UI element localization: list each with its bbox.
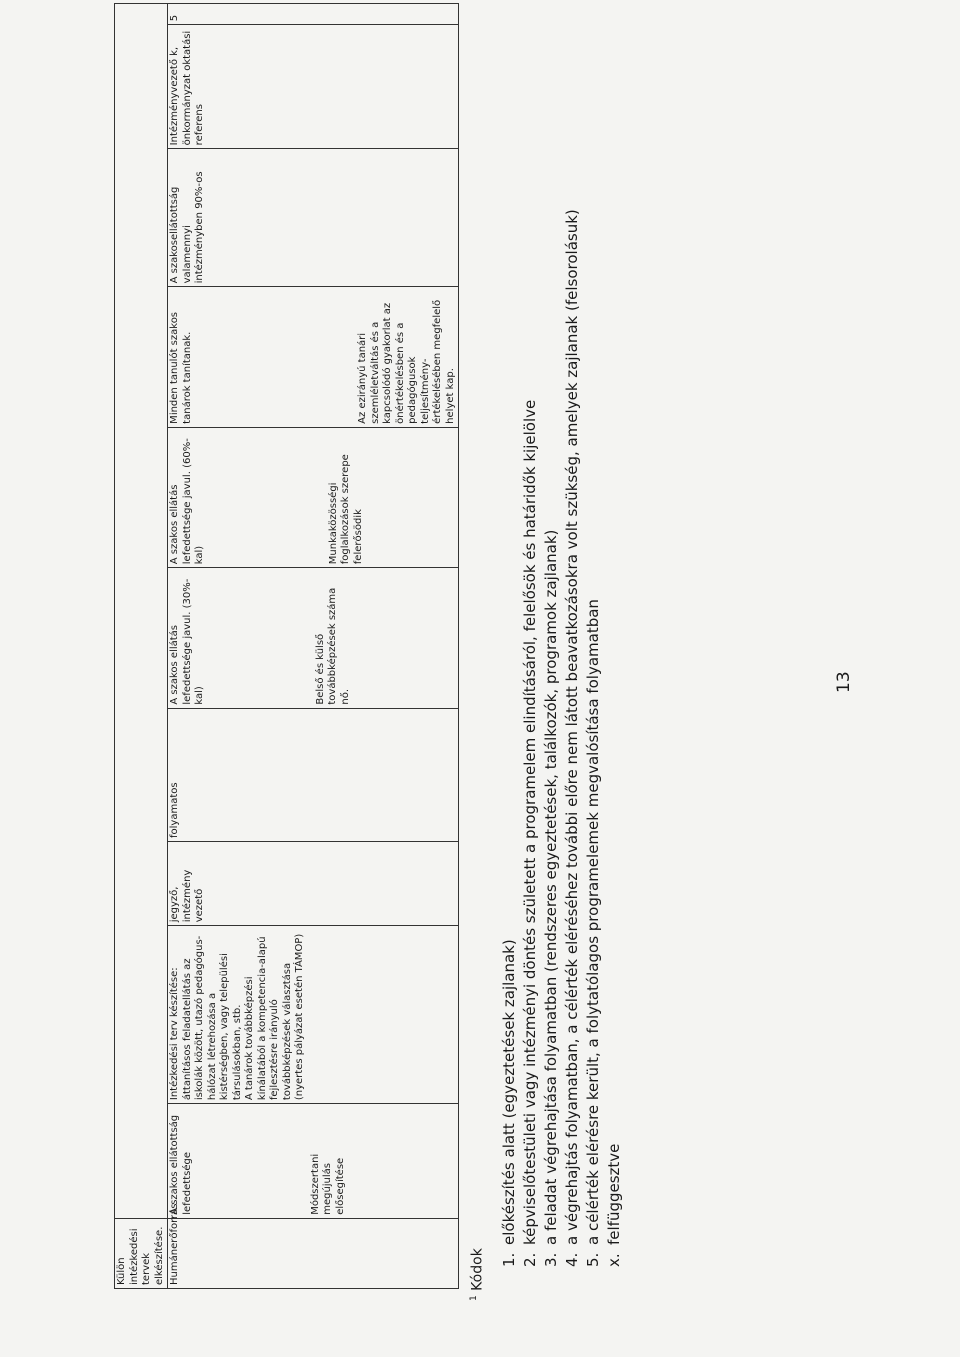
code-text: a célérték elérésre került, a folytatólagos programelemek megvalósítása folyamatban	[583, 599, 602, 1245]
cell-separate-plans: Külön intézkedési tervek elkészítése.	[115, 1218, 168, 1288]
table-row-top	[115, 4, 168, 1289]
cell-top-blank	[115, 4, 168, 1219]
cell-deadline: folyamatos	[168, 708, 459, 841]
action-training-text: A tanárok továbbképzési kínálatából a kompetencia-alapú fejlesztésre irányuló továbbképzések választása (nyertes pályázat esetén TÁMOP)	[244, 933, 305, 1101]
mid-term-coverage: A szakos ellátás lefedettsége javul. (60%-kal)	[169, 438, 205, 565]
code-number: 1.	[499, 1252, 518, 1267]
list-item	[499, 29, 520, 1267]
action-plan-table	[114, 3, 459, 1289]
code-text: a feladat végrehajtása folyamatban (rendszeres egyeztetések, találkozók, programok zajlanak)	[541, 529, 560, 1245]
list-item	[562, 29, 583, 1267]
cell-category: Humánerőforrás	[168, 1218, 459, 1288]
cell-goals	[168, 1104, 459, 1219]
list-item	[583, 29, 604, 1267]
cell-long-term	[168, 287, 459, 427]
code-text: képviselőtestületi vagy intézményi döntés született a programelem elindításáról, felelősök és határidők kijelölve	[520, 399, 539, 1245]
list-item	[541, 29, 562, 1267]
cell-mid-term	[168, 427, 459, 567]
cell-status-code: 5	[168, 4, 459, 25]
code-number: 2.	[520, 1252, 539, 1267]
short-term-training: Belső és külső továbbképzések száma nő.	[314, 587, 351, 705]
cell-short-term	[168, 568, 459, 708]
footnote-mark: 1	[469, 1295, 479, 1301]
code-text: előkészítés alatt (egyeztetések zajlanak)	[499, 939, 518, 1245]
codes-title-text: Kódok	[469, 1248, 486, 1291]
code-text: a végrehajtás folyamatban, a célérték eléréséhez további előre nem látott beavatkozásokra volt szükség, amelyek zajlanak (felsorolásuk)	[562, 209, 581, 1245]
action-plan-text: Intézkedési terv készítése: áttanításos feladatellátás az iskolák között, utazó pedagógus-hálózat létrehozása a kistérségben, vagy települési társulásokban, stb.	[169, 935, 243, 1101]
table-row-human-resources	[168, 4, 459, 1289]
codes-list	[499, 29, 625, 1329]
short-term-coverage: A szakos ellátás lefedettsége javul. (30%-kal)	[169, 578, 205, 705]
goal-methodology: Módszertani megújulás elősegítése	[309, 1153, 346, 1215]
list-item	[520, 29, 541, 1267]
mid-term-workshops: Munkaközösségi foglalkozások szerepe felerősödik	[327, 454, 364, 565]
long-term-attitude: Az ezirányú tanári szemléletváltás és a kapcsolódó gyakorlat az önértékelésben és a pedagógusok teljesítmény-értékelésében megfelelő helyet kap.	[357, 299, 456, 424]
codes-title	[464, 29, 489, 1301]
code-number: 5.	[583, 1252, 602, 1267]
long-term-coverage: Minden tanulót szakos tanárok tanítanak.	[169, 311, 193, 424]
code-number: 3.	[541, 1252, 560, 1267]
cell-actions	[168, 926, 459, 1104]
goal-coverage: A szakos ellátottság lefedettsége	[169, 1114, 193, 1215]
code-number: 4.	[562, 1252, 581, 1267]
page-number: 13	[834, 671, 854, 693]
code-number: x.	[604, 1253, 623, 1267]
cell-indicator: A szakosellátottság valamennyi intézményben 90%-os	[168, 149, 459, 287]
codes-legend	[464, 29, 625, 1329]
cell-responsibles: Intézményvezető k, önkormányzat oktatási referens	[168, 25, 459, 149]
cell-responsible: jegyző, intézmény vezető	[168, 842, 459, 926]
list-item	[604, 29, 625, 1267]
code-text: felfüggesztve	[604, 1143, 623, 1245]
